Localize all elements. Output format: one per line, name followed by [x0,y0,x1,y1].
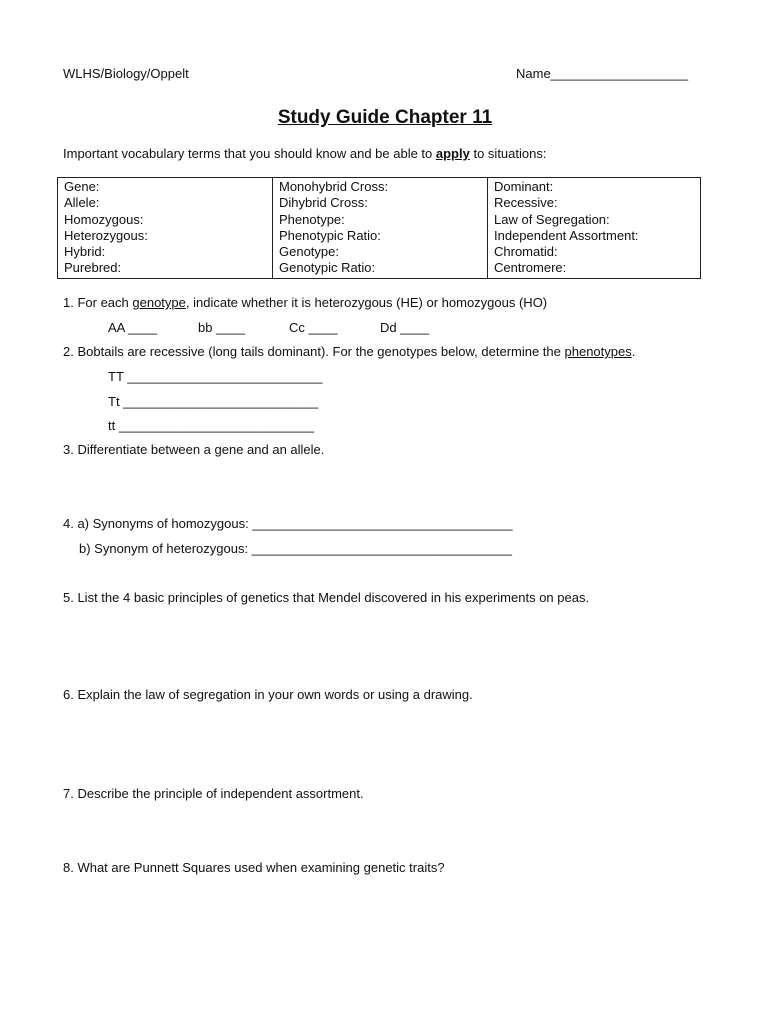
vocab-term: Chromatid: [494,244,558,260]
q1-item-cc: Cc ____ [289,320,338,335]
q2-item-tt-dominant: TT ___________________________ [108,369,323,384]
vocab-term: Dihybrid Cross: [279,195,368,211]
q1-after: , indicate whether it is heterozygous (HE) or homozygous (HO) [185,295,548,310]
question-5: 5. List the 4 basic principles of genetics that Mendel discovered in his experiments on peas. [63,590,590,605]
intro-after: to situations: [469,146,547,161]
vocab-term: Dominant: [494,179,554,194]
question-7: 7. Describe the principle of independent assortment. [63,786,364,801]
course-header: WLHS/Biology/Oppelt [63,66,189,81]
question-1 [63,295,547,311]
question-4a: 4. a) Synonyms of homozygous: ____________________________________ [63,516,513,531]
vocabulary-table [57,177,701,279]
q1-before: 1. For each [63,295,133,310]
table-row [58,178,701,279]
vocab-term: Genotype: [279,244,339,260]
q2-before: 2. Bobtails are recessive (long tails dominant). For the genotypes below, determine the [63,344,565,359]
intro-before: Important vocabulary terms that you should know and be able to [63,146,436,161]
vocab-term: Homozygous: [64,211,144,227]
vocab-column-1 [58,178,273,279]
vocab-term: Monohybrid Cross: [279,179,389,194]
intro-emphasis: apply [435,146,470,161]
q2-item-tt-hetero: Tt ___________________________ [108,394,319,409]
vocab-column-2 [273,178,488,279]
q2-after: . [631,344,636,359]
name-field-label: Name___________________ [516,66,689,81]
vocab-term: Gene: [64,179,100,194]
question-3: 3. Differentiate between a gene and an allele. [63,442,325,457]
vocab-term: Hybrid: [64,244,106,260]
q1-item-dd: Dd ____ [380,320,430,335]
q1-item-bb: bb ____ [198,320,245,335]
q2-term: phenotypes [564,344,632,359]
vocab-term: Law of Segregation: [494,211,610,227]
question-4b: b) Synonym of heterozygous: ____________________________________ [79,541,512,556]
page-title: Study Guide Chapter 11 [277,107,493,128]
vocab-term: Purebred: [64,260,122,276]
q1-term: genotype [132,295,186,310]
question-6: 6. Explain the law of segregation in your own words or using a drawing. [63,687,473,702]
vocab-term: Independent Assortment: [494,227,639,243]
question-8: 8. What are Punnett Squares used when examining genetic traits? [63,860,445,875]
vocab-term: Heterozygous: [64,227,148,243]
q2-item-tt-recessive: tt ___________________________ [108,418,315,433]
vocab-term: Phenotypic Ratio: [279,227,381,243]
vocab-term: Genotypic Ratio: [279,260,376,276]
vocab-term: Recessive: [494,195,558,211]
vocab-column-3 [488,178,701,279]
q1-item-aa: AA ____ [108,320,158,335]
vocab-term: Phenotype: [279,211,345,227]
question-2 [63,344,635,360]
vocab-term: Centromere: [494,260,567,276]
intro-text [63,146,546,162]
vocab-term: Allele: [64,195,100,211]
